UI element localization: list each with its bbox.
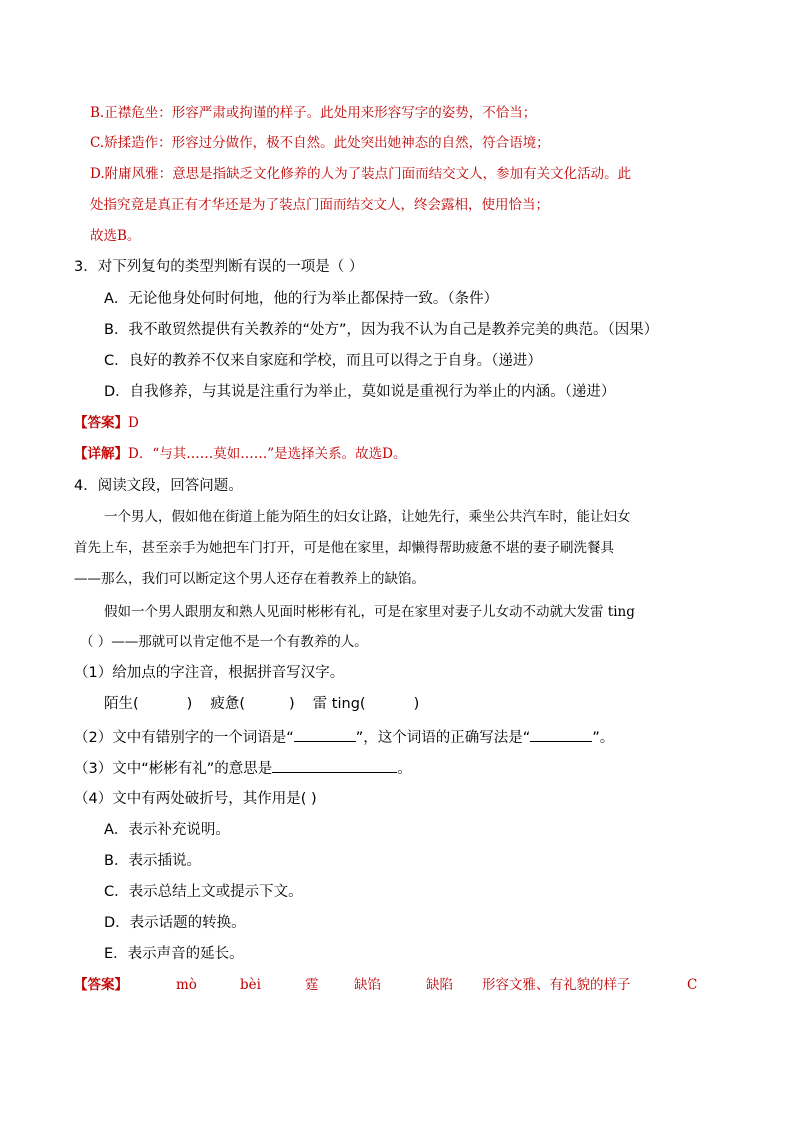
q4-sub3-part2: 。	[397, 761, 412, 777]
q4-sub2-part2: ”，这个词语的正确写法是“	[355, 730, 531, 746]
q4-sub4: （4）文中有两处破折号，其作用是( )	[74, 791, 317, 807]
q4-sub1-items	[104, 694, 419, 714]
q4-sub2-blank-1[interactable]	[294, 726, 356, 742]
q4-sub1-item-ting: 雷 ting(	[312, 696, 366, 712]
q4-sub1-close-2: )	[289, 696, 295, 712]
q4-sub3-blank[interactable]	[272, 757, 397, 773]
q4-option-d: D．表示话题的转换。	[104, 915, 246, 931]
q4-passage-p1-line1: 一个男人，假如他在街道上能为陌生的妇女让路，让她先行，乘坐公共汽车时，能让妇女	[104, 509, 631, 525]
explain-d-line2: 处指究竟是真正有才华还是为了装点门面而结交文人，终会露相，使用恰当；	[90, 197, 549, 213]
explain-c: C.矫揉造作：形容过分做作，极不自然。此处突出她神态的自然，符合语境；	[90, 135, 550, 151]
q4-answer-dash-function: C	[687, 977, 698, 993]
q4-sub1-item-mosheng: 陌生(	[104, 696, 139, 712]
q3-option-b: B．我不敢贸然提供有关教养的“处方”，因为我不认为自己是教养完美的典范。（因果）	[104, 322, 659, 338]
q4-sub2-blank-2[interactable]	[530, 726, 592, 742]
q4-sub2-part3: ”。	[592, 730, 615, 746]
q4-option-e: E．表示声音的延长。	[104, 946, 244, 962]
q4-sub3-part1: （3）文中“彬彬有礼”的意思是	[74, 761, 273, 777]
explain-b: B.正襟危坐：形容严肃或拘谨的样子。此处用来形容写字的姿势，不恰当；	[90, 105, 537, 121]
q3-option-d: D．自我修养，与其说是注重行为举止，莫如说是重视行为举止的内涵。（递进）	[104, 384, 616, 400]
q3-detail-text: D．“与其……莫如……”是选择关系。故选D。	[128, 446, 407, 462]
q4-answer-meaning: 形容文雅、有礼貌的样子	[482, 977, 631, 993]
q4-answer-pibei-pinyin: bèi	[240, 977, 261, 993]
explain-d-line1: D.附庸风雅：意思是指缺乏文化修养的人为了装点门面而结交文人，参加有关文化活动。此	[90, 166, 632, 182]
q4-sub3	[74, 757, 412, 779]
q3-stem: 3．对下列复句的类型判断有误的一项是（ ）	[74, 259, 364, 275]
q4-option-a: A．表示补充说明。	[104, 822, 230, 838]
q4-sub1-item-pibei: 疲惫(	[210, 696, 246, 712]
q3-answer-tag: 【答案】	[74, 415, 128, 431]
q4-answer-wrong-word: 缺馅	[354, 977, 381, 993]
q4-option-c: C．表示总结上文或提示下文。	[104, 884, 303, 900]
q4-passage-p1-line3: ——那么，我们可以断定这个男人还存在着教养上的缺馅。	[74, 571, 425, 587]
q3-option-a: A．无论他身处何时何地，他的行为举止都保持一致。（条件）	[104, 291, 499, 307]
q4-sub1: （1）给加点的字注音，根据拼音写汉字。	[74, 665, 345, 681]
q3-detail	[74, 444, 406, 464]
q4-passage-p1-line2: 首先上车，甚至亲手为她把车门打开，可是他在家里，却懒得帮助疲惫不堪的妻子刷洗餐具	[74, 540, 614, 556]
q4-sub2-part1: （2）文中有错别字的一个词语是“	[74, 730, 294, 746]
explain-conclusion: 故选B。	[90, 228, 141, 244]
q4-passage-p2-line2: （ ）——那就可以肯定他不是一个有教养的人。	[80, 634, 368, 650]
q4-sub1-close-3: )	[413, 696, 420, 712]
q4-option-b: B．表示插说。	[104, 853, 201, 869]
q4-answer-correct-word: 缺陷	[426, 977, 453, 993]
q4-answer-mosheng-pinyin: mò	[176, 977, 197, 993]
q3-detail-tag: 【详解】	[74, 446, 128, 462]
q3-answer	[74, 413, 139, 433]
q4-passage-p2-line1: 假如一个男人跟朋友和熟人见面时彬彬有礼，可是在家里对妻子儿女动不动就大发雷 ting	[104, 604, 635, 620]
q3-option-c: C．良好的教养不仅来自家庭和学校，而且可以得之于自身。（递进）	[104, 353, 542, 369]
q4-answer-tag: 【答案】	[74, 977, 128, 993]
q4-sub1-close-1: )	[186, 696, 193, 712]
q4-sub2	[74, 726, 614, 748]
q4-answer-ting-character: 霆	[305, 977, 319, 993]
q3-answer-value: D	[128, 415, 139, 431]
q4-stem: 4．阅读文段，回答问题。	[74, 478, 243, 494]
